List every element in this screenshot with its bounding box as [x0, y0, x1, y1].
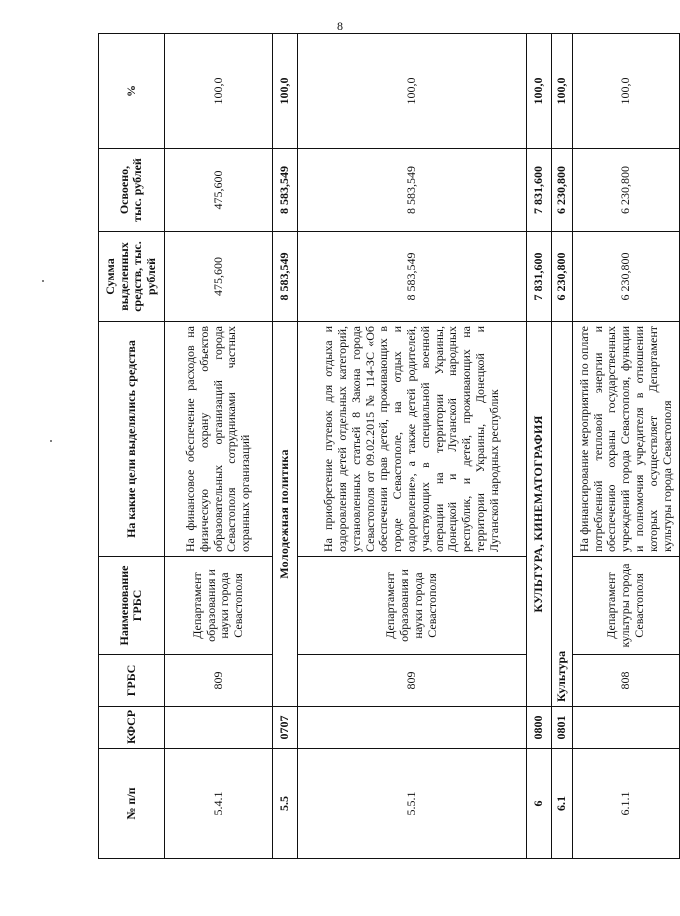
- row-purpose: На приобретение путевок для отдыха и оздоровления детей отдельных категорий, установленных статьей 8 Закона города Севастополя от 09.02.2015 № 114-ЗС «Об обеспечении прав детей, проживающих в городе Севастополе, на отдых и оздоровление», а также детей родителей, участвующих в специальной военной операции на территории Украины, Донецкой и Луганской народных республик, и детей, проживающих на территории Украины, Донецкой и Луганской народных республик: [297, 322, 527, 557]
- table-row-5-4-1: [164, 34, 272, 859]
- row-grbs: 809: [164, 655, 272, 707]
- header-row: [99, 34, 165, 859]
- table-row-6-1-1: [573, 34, 680, 859]
- row-allocated: 7 831,600: [527, 232, 552, 322]
- scan-speck: [42, 280, 44, 282]
- row-purpose: На финансовое обеспечение расходов на физическую охрану объектов образовательных организаций города Севастополя сотрудниками частных охранных организаций: [164, 322, 272, 557]
- row-grbs: 809: [297, 655, 527, 707]
- row-kfsr: [573, 707, 680, 749]
- row-kfsr: [164, 707, 272, 749]
- header-grbs: ГРБС: [99, 655, 165, 707]
- section-title: Культура: [551, 322, 572, 707]
- row-kfsr: 0800: [527, 707, 552, 749]
- row-kfsr: [297, 707, 527, 749]
- row-grbs: 808: [573, 655, 680, 707]
- row-pct: 100,0: [551, 34, 572, 149]
- section-title: КУЛЬТУРА, КИНЕМАТОГРАФИЯ: [527, 322, 552, 707]
- row-grbs-name: Департамент культуры города Севастополя: [573, 557, 680, 655]
- scan-speck: [50, 440, 52, 442]
- header-allocated: Сумма выделенных средств, тыс. рублей: [99, 232, 165, 322]
- row-spent: 7 831,600: [527, 149, 552, 232]
- budget-table: [98, 33, 680, 859]
- row-grbs-name: Департамент образования и науки города Севастополя: [297, 557, 527, 655]
- header-name: Наименование ГРБС: [99, 557, 165, 655]
- header-pct: %: [99, 34, 165, 149]
- page-number: 8: [337, 19, 343, 33]
- row-num: 6.1.1: [573, 749, 680, 859]
- row-spent: 6 230,800: [551, 149, 572, 232]
- header-kfsr: КФСР: [99, 707, 165, 749]
- row-grbs-name: Департамент образования и науки города Севастополя: [164, 557, 272, 655]
- row-spent: 475,600: [164, 149, 272, 232]
- row-pct: 100,0: [272, 34, 297, 149]
- header-num: № п/п: [99, 749, 165, 859]
- table-row-6: [527, 34, 552, 859]
- row-pct: 100,0: [297, 34, 527, 149]
- table-row-5-5: [272, 34, 297, 859]
- header-spent: Освоено, тыс. рублей: [99, 149, 165, 232]
- row-spent: 8 583,549: [272, 149, 297, 232]
- row-allocated: 8 583,549: [272, 232, 297, 322]
- row-num: 5.5.1: [297, 749, 527, 859]
- row-pct: 100,0: [573, 34, 680, 149]
- row-num: 6: [527, 749, 552, 859]
- row-pct: 100,0: [527, 34, 552, 149]
- rotated-table-wrapper: [98, 34, 680, 859]
- row-allocated: 475,600: [164, 232, 272, 322]
- row-purpose: На финансирование мероприятий по оплате потребленной тепловой энергии и обеспечению охраны государственных учреждений города Севастополя, функции и полномочия учредителя в отношении которых осуществляет Департамент культуры города Севастополя: [573, 322, 680, 557]
- row-allocated: 6 230,800: [573, 232, 680, 322]
- table-row-6-1: [551, 34, 572, 859]
- section-title: Молодежная политика: [272, 322, 297, 707]
- header-purpose: На какие цели выделялись средства: [99, 322, 165, 557]
- row-kfsr: 0707: [272, 707, 297, 749]
- row-pct: 100,0: [164, 34, 272, 149]
- table-row-5-5-1: [297, 34, 527, 859]
- row-num: 5.4.1: [164, 749, 272, 859]
- row-num: 6.1: [551, 749, 572, 859]
- row-num: 5.5: [272, 749, 297, 859]
- row-spent: 8 583,549: [297, 149, 527, 232]
- row-allocated: 6 230,800: [551, 232, 572, 322]
- row-allocated: 8 583,549: [297, 232, 527, 322]
- row-spent: 6 230,800: [573, 149, 680, 232]
- row-kfsr: 0801: [551, 707, 572, 749]
